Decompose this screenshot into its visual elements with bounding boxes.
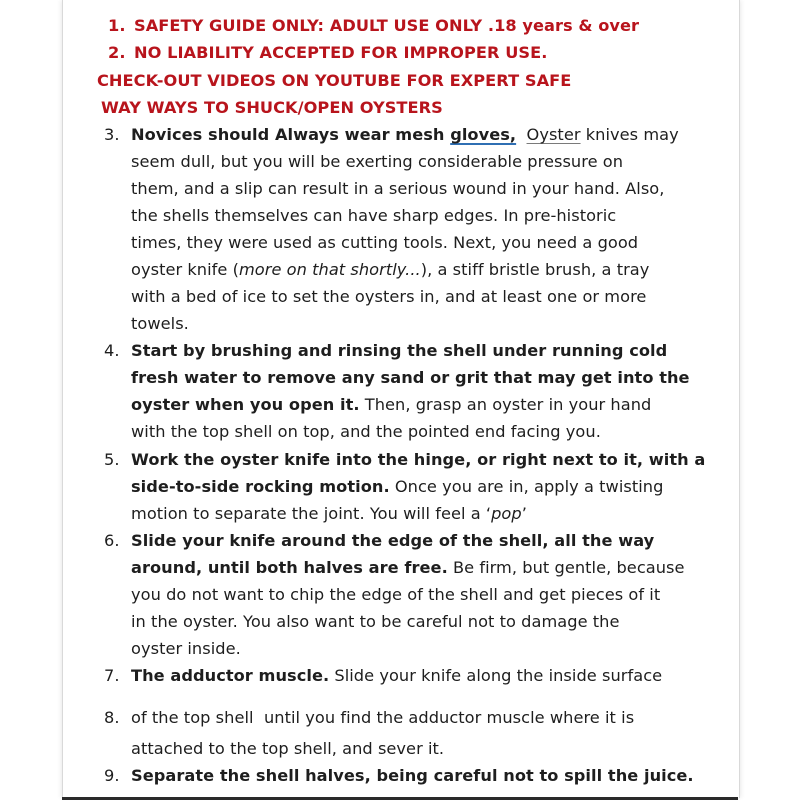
step-6-line-4: in the oyster. You also want to be careful not to damage the	[131, 612, 620, 631]
step-7-bold: The adductor muscle.	[131, 666, 330, 685]
step-6-line-2-rest: Be firm, but gentle, because	[447, 558, 685, 577]
step-3-line-8: towels.	[131, 314, 189, 333]
step-5-line-2-bold: side-to-side rocking motion.	[131, 477, 390, 496]
step-5-line-3-italic: pop	[491, 504, 522, 523]
step-4-line-3	[131, 395, 651, 415]
step-5-line-2-rest: Once you are in, apply a twisting	[389, 477, 664, 496]
step-7-rest: Slide your knife along the inside surface	[329, 666, 663, 685]
step-6-line-5: oyster inside.	[131, 639, 241, 658]
step-6-line-3: you do not want to chip the edge of the shell and get pieces of it	[131, 585, 661, 604]
step-8-number: 8.	[104, 708, 120, 727]
step-6-line-1: Slide your knife around the edge of the shell, all the way	[131, 531, 655, 550]
step-3-line-6-italic: more on that shortly...	[238, 260, 421, 279]
step-3-line-5: times, they were used as cutting tools. Next, you need a good	[131, 233, 639, 252]
step-3-line-6	[131, 260, 649, 280]
step-3-line-4: the shells themselves can have sharp edges. In pre-historic	[131, 206, 617, 225]
step-5-line-3-post: ’	[521, 504, 527, 523]
header-item-2	[108, 43, 548, 63]
step-3-line-7: with a bed of ice to set the oysters in, and at least one or more	[131, 287, 647, 306]
header-item-1	[108, 16, 640, 36]
videos-note-line-2: WAY WAYS TO SHUCK/OPEN OYSTERS	[101, 98, 443, 117]
step-5-line-2	[131, 477, 663, 497]
step-9-line-1: Separate the shell halves, being careful not to spill the juice.	[131, 766, 694, 785]
step-5-line-3	[131, 504, 527, 524]
step-8-line-1: of the top shell until you find the adductor muscle where it is	[131, 708, 635, 727]
step-3-number: 3.	[104, 125, 120, 144]
step-3-line-6-pre: oyster knife (	[131, 260, 239, 279]
step-3-line-1	[131, 125, 679, 145]
step-4-line-4: with the top shell on top, and the pointed end facing you.	[131, 422, 601, 441]
step-4-line-1: Start by brushing and rinsing the shell under running cold	[131, 341, 668, 360]
step-4-line-3-rest: Then, grasp an oyster in your hand	[359, 395, 652, 414]
step-3-line-1-rest: knives may	[580, 125, 679, 144]
videos-note-line-1: CHECK-OUT VIDEOS ON YOUTUBE FOR EXPERT SAFE	[97, 71, 572, 90]
step-4-line-3-bold: oyster when you open it.	[131, 395, 360, 414]
step-3-line-2: seem dull, but you will be exerting considerable pressure on	[131, 152, 624, 171]
header-item-1-text: SAFETY GUIDE ONLY: ADULT USE ONLY .18 years & over	[134, 16, 640, 35]
step-5-line-1: Work the oyster knife into the hinge, or right next to it, with a	[131, 450, 706, 469]
step-4-number: 4.	[104, 341, 120, 360]
step-3-bold: Novices should Always wear mesh	[131, 125, 451, 144]
header-item-2-text: NO LIABILITY ACCEPTED FOR IMPROPER USE.	[134, 43, 548, 62]
step-4-line-2: fresh water to remove any sand or grit that may get into the	[131, 368, 690, 387]
step-6-number: 6.	[104, 531, 120, 550]
step-7-number: 7.	[104, 666, 120, 685]
step-8-line-2: attached to the top shell, and sever it.	[131, 739, 445, 758]
step-3-line-6-post: ), a stiff bristle brush, a tray	[420, 260, 650, 279]
step-5-line-3-pre: motion to separate the joint. You will feel a ‘	[131, 504, 492, 523]
step-3-gloves: gloves,	[450, 125, 517, 144]
step-3-oyster-word: Oyster	[526, 125, 581, 144]
header-item-2-number: 2.	[108, 43, 126, 62]
step-6-line-2	[131, 558, 685, 578]
step-3-gap	[516, 125, 526, 144]
step-6-line-2-bold: around, until both halves are free.	[131, 558, 448, 577]
step-3-line-3: them, and a slip can result in a serious wound in your hand. Also,	[131, 179, 665, 198]
step-5-number: 5.	[104, 450, 120, 469]
header-item-1-number: 1.	[108, 16, 126, 35]
step-7-line-1	[131, 666, 662, 686]
step-9-number: 9.	[104, 766, 120, 785]
